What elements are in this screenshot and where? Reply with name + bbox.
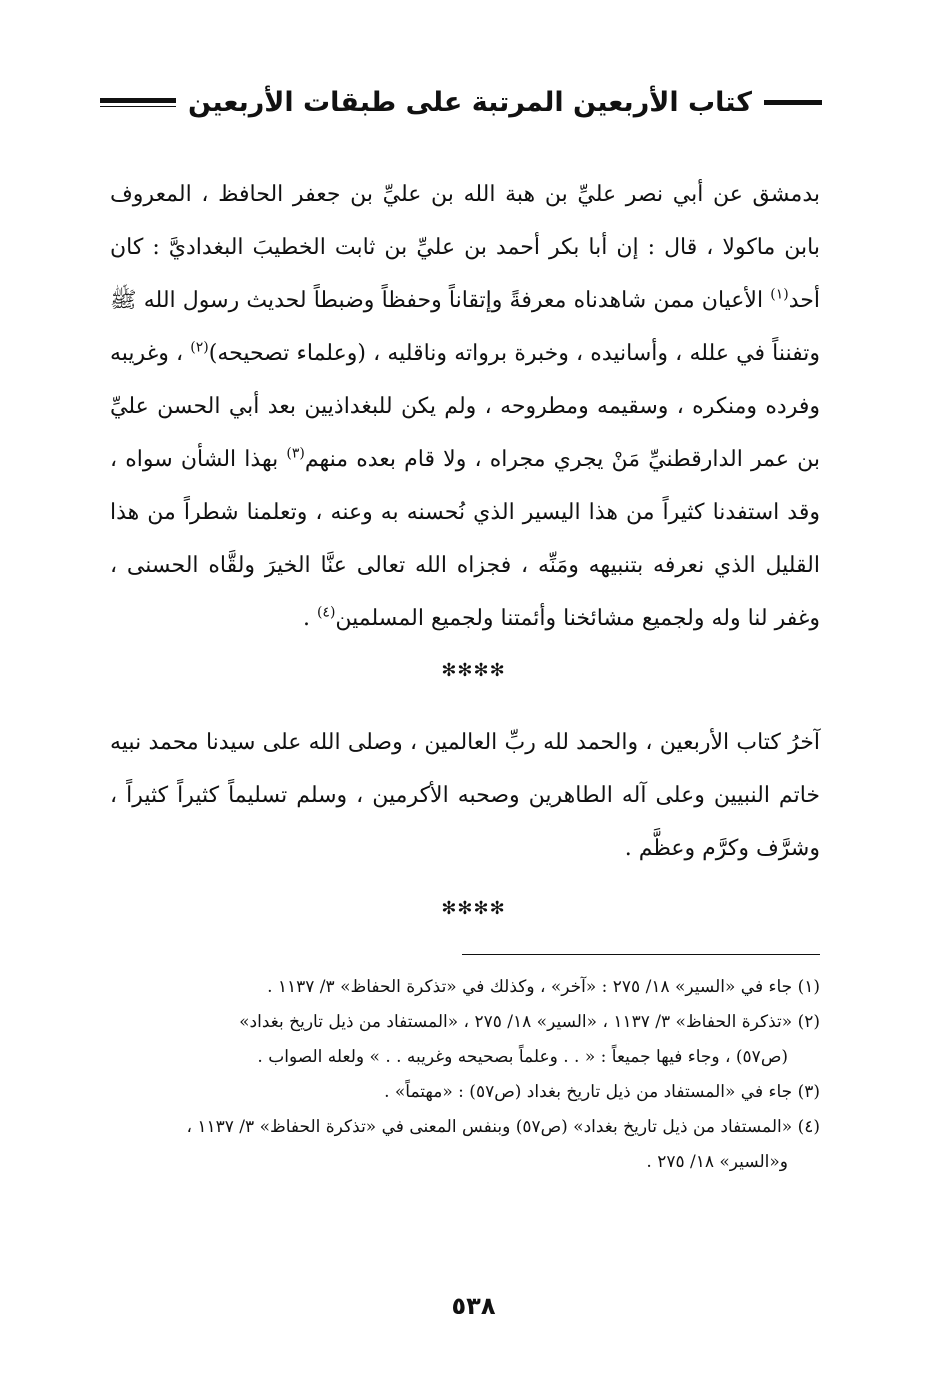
footnote-divider — [462, 954, 820, 955]
page-title: كتاب الأربعين المرتبة على طبقات الأربعين — [188, 86, 752, 118]
footnote-ref-3[interactable]: (٣) — [286, 445, 305, 462]
header-rule-thick — [100, 98, 176, 103]
main-text — [110, 168, 820, 645]
footnote-ref-2[interactable]: (٢) — [190, 339, 209, 356]
running-header — [100, 80, 822, 124]
closing-paragraph: آخرُ كتاب الأربعين ، والحمد لله ربِّ العالمين ، وصلى الله على سيدنا محمد نبيه خاتم النبيين وعلى آله الطاهرين وصحبه الأكرمين ، وسلم تسليماً كثيراً كثيراً ، وشرَّف وكرَّم وعظَّم . — [110, 730, 820, 861]
body-text-part: . — [302, 606, 317, 631]
section-separator: ✻✻✻✻ — [441, 660, 506, 681]
footnote-3: (٣) جاء في «المستفاد من ذيل تاريخ بغداد (ص٥٧) : «مهتماً» . — [384, 1082, 820, 1102]
page-number: ٥٣٨ — [451, 1292, 496, 1320]
footnote-4-continued: و«السير» ١٨/ ٢٧٥ . — [646, 1152, 788, 1172]
header-rule-thin — [100, 106, 176, 107]
body-text-part: بدمشق عن أبي نصر عليِّ بن هبة الله بن عليِّ بن جعفر الحافظ ، المعروف بابن ماكولا ، قال : إن أبا بكر أحمد بن عليِّ بن ثابت الخطيبَ البغداديَّ : كان أحد — [110, 182, 820, 313]
body-text-part: ، وغريبه وفرده ومنكره ، وسقيمه ومطروحه ، ولم يكن للبغداذيين بعد أبي الحسن عليِّ بن عمر الدارقطنيِّ مَنْ يجري مجراه ، ولا قام بعده منهم — [110, 341, 820, 472]
closing-text — [110, 716, 820, 875]
header-rule-right — [764, 100, 822, 105]
footnote-4: (٤) «المستفاد من ذيل تاريخ بغداد» (ص٥٧) وبنفس المعنى في «تذكرة الحفاظ» ٣/ ١١٣٧ ، — [186, 1117, 820, 1137]
section-separator: ✻✻✻✻ — [441, 898, 506, 919]
footnote-2-continued: (ص٥٧) ، وجاء فيها جميعاً : « . . وعلماً بصحيحه وغريبه . . » ولعله الصواب . — [257, 1047, 788, 1067]
footnote-ref-4[interactable]: (٤) — [316, 604, 336, 621]
body-text-part: بهذا الشأن سواه ، وقد استفدنا كثيراً من هذا اليسير الذي نُحسنه به وعنه ، وتعلمنا شطراً من هذا القليل الذي نعرفه بتنبيهه ومَنِّه ، فجزاه الله تعالى عنَّا الخيرَ ولقَّاه الحسنى ، وغفر لنا وله ولجميع مشائخنا وأئمتنا ولجميع المسلمين — [110, 447, 820, 631]
footnote-1: (١) جاء في «السير» ١٨/ ٢٧٥ : «آخر» ، وكذلك في «تذكرة الحفاظ» ٣/ ١١٣٧ . — [267, 977, 820, 997]
body-paragraph — [110, 168, 820, 645]
body-text-part: الأعيان ممن شاهدناه معرفةً وإتقاناً وحفظاً وضبطاً لحديث رسول الله ﷺ وتفنناً في علله ، وأسانيده ، وخبرة برواته وناقليه ، (وعلماء تصحيحه) — [110, 288, 820, 366]
header-rule-left — [100, 98, 176, 107]
footnotes — [100, 970, 820, 1180]
footnote-2: (٢) «تذكرة الحفاظ» ٣/ ١١٣٧ ، «السير» ١٨/ ٢٧٥ ، «المستفاد من ذيل تاريخ بغداد» — [239, 1012, 820, 1032]
footnote-ref-1[interactable]: (١) — [770, 286, 789, 303]
